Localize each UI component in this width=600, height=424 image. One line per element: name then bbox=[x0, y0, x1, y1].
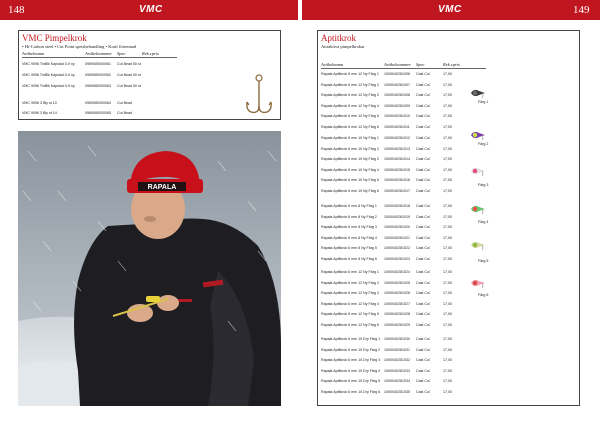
table-cell: 17,00 bbox=[443, 337, 452, 341]
table-cell: Cast Col bbox=[416, 358, 430, 362]
aptit-col-name: Artikelnamn bbox=[321, 62, 344, 67]
table-cell: 17,00 bbox=[443, 114, 452, 118]
table-cell: Rapala Aptitkrok 6 mm 10 Ny Färg 3 bbox=[321, 157, 379, 161]
aptit-header-rule bbox=[321, 68, 486, 69]
table-cell: Cast Col bbox=[416, 301, 430, 306]
table-cell: Cast Col bbox=[416, 146, 430, 151]
table-cell: Rapala Aptitkrok 6 mm 8 Ny Färg 6 bbox=[321, 256, 377, 261]
table-cell: 17,00 bbox=[443, 347, 452, 352]
table-cell: 17,00 bbox=[443, 214, 452, 219]
lure-icon bbox=[470, 239, 486, 251]
table-cell: Rapala Aptitkrok 6 mm 12 Ny Färg 4 bbox=[321, 103, 379, 108]
lure-label: Färg 6 bbox=[478, 293, 489, 297]
table-cell: Rapala Aptitkrok 6 mm 12 Ny Färg 3 bbox=[321, 291, 379, 295]
pimpel-col-spec: Spec bbox=[117, 51, 126, 56]
lure-icon bbox=[470, 203, 486, 215]
table-cell: Cast Col bbox=[416, 157, 430, 161]
table-cell: Cut Bead 50 st bbox=[117, 84, 141, 88]
table-cell: VMC 9096 3 Bly st 10 bbox=[22, 101, 57, 105]
pimpel-col-name: Artikelnamn bbox=[22, 51, 45, 56]
lure-icon bbox=[470, 165, 486, 177]
table-cell: 1000040281018 bbox=[384, 204, 410, 208]
right-page-number: 149 bbox=[573, 4, 590, 16]
lure-icon bbox=[470, 277, 486, 289]
table-cell: Rapala Aptitkrok 6 mm 10 Dry Färg 1 bbox=[321, 337, 381, 341]
table-cell: 17,00 bbox=[443, 389, 452, 394]
table-cell: 17,00 bbox=[443, 322, 452, 327]
table-cell: Rapala Aptitkrok 6 mm 12 Ny Färg 2 bbox=[321, 280, 379, 285]
lure-label: Färg 1 bbox=[478, 100, 489, 104]
table-cell: Rapala Aptitkrok 6 mm 12 Ny Färg 1 bbox=[321, 270, 379, 274]
pimpelkrok-box bbox=[18, 30, 281, 120]
table-cell: 17,00 bbox=[443, 124, 452, 129]
table-cell: 17,00 bbox=[443, 379, 452, 383]
table-cell: Rapala Aptitkrok 6 mm 8 Ny Färg 1 bbox=[321, 204, 377, 208]
table-cell: Cast Col bbox=[416, 103, 430, 108]
pimpelkrok-title: VMC Pimpelkrok bbox=[22, 33, 87, 43]
table-cell: 17,00 bbox=[443, 256, 452, 261]
cap-brand-text: RAPALA bbox=[147, 184, 177, 191]
table-cell: Cut Bead 50 st bbox=[117, 62, 141, 66]
table-cell: Rapala Aptitkrok 6 mm 10 Ny Färg 5 bbox=[321, 178, 379, 182]
table-cell: 17,00 bbox=[443, 167, 452, 172]
table-cell: 17,00 bbox=[443, 270, 452, 274]
table-cell: 17,00 bbox=[443, 93, 452, 97]
pimpel-col-number: Artikelnummer bbox=[85, 51, 112, 56]
table-cell: 1000040281008 bbox=[384, 93, 410, 97]
table-cell: 1000040281014 bbox=[384, 157, 410, 161]
table-cell: Cut Bead bbox=[117, 101, 132, 105]
table-cell: 1000040281026 bbox=[384, 291, 410, 295]
left-brand: VMC bbox=[139, 4, 163, 15]
table-cell: 1000040281033 bbox=[384, 368, 410, 373]
table-cell: 17,00 bbox=[443, 136, 452, 140]
table-cell: 1000040281035 bbox=[384, 389, 410, 394]
table-cell: 17,00 bbox=[443, 82, 452, 87]
table-cell: 0969080000063 bbox=[85, 84, 111, 88]
table-cell: 1000040281017 bbox=[384, 188, 410, 193]
table-cell: 1000040281009 bbox=[384, 103, 410, 108]
table-cell: Cast Col bbox=[416, 322, 430, 327]
table-cell: 17,00 bbox=[443, 358, 452, 362]
left-header-bar bbox=[0, 0, 298, 20]
table-cell: 1000040281027 bbox=[384, 301, 410, 306]
table-cell: 1000040281029 bbox=[384, 322, 410, 327]
table-cell: Rapala Aptitkrok 6 mm 10 Dry Färg 5 bbox=[321, 379, 381, 383]
table-cell: Rapala Aptitkrok 6 mm 10 Ny Färg 6 bbox=[321, 188, 379, 193]
table-cell: 0969080000061 bbox=[85, 62, 111, 66]
table-cell: Rapala Aptitkrok 6 mm 10 Ny Färg 2 bbox=[321, 146, 379, 151]
table-cell: Cast Col bbox=[416, 124, 430, 129]
lure-icon bbox=[470, 129, 486, 141]
right-header-bar bbox=[302, 0, 600, 20]
table-cell: Rapala Aptitkrok 6 mm 8 Ny Färg 2 bbox=[321, 214, 377, 219]
table-cell: 17,00 bbox=[443, 246, 452, 250]
table-cell: Rapala Aptitkrok 6 mm 8 Ny Färg 3 bbox=[321, 225, 377, 229]
table-cell: 1000040281032 bbox=[384, 358, 410, 362]
lure-label: Färg 2 bbox=[478, 142, 489, 146]
table-cell: 0969080000064 bbox=[85, 101, 111, 105]
table-cell: Cast Col bbox=[416, 214, 430, 219]
treble-hook-icon bbox=[243, 74, 275, 118]
table-cell: 1000040281012 bbox=[384, 136, 410, 140]
table-cell: Cast Col bbox=[416, 280, 430, 285]
table-cell: 1000040281006 bbox=[384, 72, 410, 76]
aptit-col-price: Rek.cpris bbox=[443, 62, 460, 67]
table-cell: 1000040281031 bbox=[384, 347, 410, 352]
table-cell: Cast Col bbox=[416, 235, 430, 240]
aptitkrok-subtitle: Attraktiva pimpelkrokar bbox=[321, 44, 365, 49]
table-cell: 17,00 bbox=[443, 157, 452, 161]
table-cell: Rapala Aptitkrok 6 mm 10 Dry Färg 4 bbox=[321, 368, 381, 373]
table-cell: 1000040281034 bbox=[384, 379, 410, 383]
table-cell: 17,00 bbox=[443, 204, 452, 208]
table-cell: 1000040281023 bbox=[384, 256, 410, 261]
table-cell: Cast Col bbox=[416, 337, 430, 341]
table-cell: 1000040281007 bbox=[384, 82, 410, 87]
table-cell: Cast Col bbox=[416, 114, 430, 118]
right-brand: VMC bbox=[438, 4, 462, 15]
table-cell: Cast Col bbox=[416, 379, 430, 383]
table-cell: 17,00 bbox=[443, 103, 452, 108]
table-cell: 1000040281015 bbox=[384, 167, 410, 172]
table-cell: 1000040281030 bbox=[384, 337, 410, 341]
table-cell: Rapala Aptitkrok 6 mm 10 Ny Färg 4 bbox=[321, 167, 379, 172]
table-cell: VMC 9096 TinBlk Kapslad 0-9 ny bbox=[22, 84, 75, 88]
table-cell: Cast Col bbox=[416, 72, 430, 76]
table-cell: 1000040281011 bbox=[384, 124, 410, 129]
table-cell: Rapala Aptitkrok 6 mm 12 Ny Färg 3 bbox=[321, 93, 379, 97]
table-cell: 17,00 bbox=[443, 188, 452, 193]
table-cell: Rapala Aptitkrok 6 mm 8 Ny Färg 5 bbox=[321, 246, 377, 250]
table-cell: 1000040281024 bbox=[384, 270, 410, 274]
table-cell: Rapala Aptitkrok 6 mm 12 Ny Färg 4 bbox=[321, 301, 379, 306]
table-cell: Cast Col bbox=[416, 246, 430, 250]
left-page-number: 148 bbox=[8, 4, 25, 16]
table-cell: Cut Bead 50 st bbox=[117, 73, 141, 77]
table-cell: 17,00 bbox=[443, 225, 452, 229]
table-cell: Cast Col bbox=[416, 136, 430, 140]
table-cell: Rapala Aptitkrok 6 mm 12 Ny Färg 6 bbox=[321, 322, 379, 327]
ice-fishing-photo bbox=[18, 131, 281, 406]
table-cell: Cast Col bbox=[416, 82, 430, 87]
table-cell: 1000040281016 bbox=[384, 178, 410, 182]
table-cell: VMC 9096 3 Bly st 14 bbox=[22, 111, 57, 115]
table-cell: 17,00 bbox=[443, 291, 452, 295]
aptit-col-spec: Spec bbox=[416, 62, 425, 67]
table-cell: 1000040281010 bbox=[384, 114, 410, 118]
table-cell: 1000040281022 bbox=[384, 246, 410, 250]
table-cell: 1000040281028 bbox=[384, 312, 410, 316]
table-cell: Cast Col bbox=[416, 167, 430, 172]
table-cell: Rapala Aptitkrok 6 mm 12 Ny Färg 5 bbox=[321, 312, 379, 316]
table-cell: Rapala Aptitkrok 6 mm 10 Dry Färg 2 bbox=[321, 347, 381, 352]
lure-label: Färg 4 bbox=[478, 220, 489, 224]
table-cell: 17,00 bbox=[443, 235, 452, 240]
lure-label: Färg 3 bbox=[478, 183, 489, 187]
table-cell: 17,00 bbox=[443, 72, 452, 76]
table-cell: Rapala Aptitkrok 6 mm 10 Ny Färg 1 bbox=[321, 136, 379, 140]
table-cell: 1000040281025 bbox=[384, 280, 410, 285]
pimpel-col-price: Rek.cpris bbox=[142, 51, 159, 56]
table-cell: 17,00 bbox=[443, 280, 452, 285]
table-cell: 17,00 bbox=[443, 178, 452, 182]
aptit-col-number: Artikelnummer bbox=[384, 62, 411, 67]
table-cell: Rapala Aptitkrok 6 mm 8 Ny Färg 4 bbox=[321, 235, 377, 240]
table-cell: 17,00 bbox=[443, 146, 452, 151]
table-cell: 17,00 bbox=[443, 312, 452, 316]
lure-icon bbox=[470, 87, 486, 99]
pimpelkrok-subtitle: • Hi-Carbon steel • Cut Point spetsbehandling • Kraft förtennad bbox=[22, 44, 137, 49]
table-cell: Cast Col bbox=[416, 93, 430, 97]
table-cell: 1000040281013 bbox=[384, 146, 410, 151]
table-cell: Cut Bead bbox=[117, 111, 132, 115]
table-cell: 0969080000065 bbox=[85, 111, 111, 115]
table-cell: Cast Col bbox=[416, 368, 430, 373]
table-cell: 1000040281021 bbox=[384, 235, 410, 240]
table-cell: Cast Col bbox=[416, 270, 430, 274]
table-cell: Cast Col bbox=[416, 204, 430, 208]
table-cell: Cast Col bbox=[416, 178, 430, 182]
table-cell: VMC 9096 TinBlk Kapslad 0-9 ny bbox=[22, 73, 75, 77]
table-cell: VMC 9096 TinBlk Kapslad 0-9 ny bbox=[22, 62, 75, 66]
table-cell: Cast Col bbox=[416, 312, 430, 316]
table-cell: Rapala Aptitkrok 6 mm 12 Ny Färg 5 bbox=[321, 114, 379, 118]
table-cell: 17,00 bbox=[443, 301, 452, 306]
table-cell: Cast Col bbox=[416, 256, 430, 261]
table-cell: Rapala Aptitkrok 6 mm 10 Dry Färg 3 bbox=[321, 358, 381, 362]
table-cell: Cast Col bbox=[416, 188, 430, 193]
table-cell: 0969080000062 bbox=[85, 73, 111, 77]
table-cell: Rapala Aptitkrok 6 mm 12 Ny Färg 2 bbox=[321, 82, 379, 87]
table-cell: Cast Col bbox=[416, 347, 430, 352]
table-cell: Rapala Aptitkrok 6 mm 12 Ny Färg 1 bbox=[321, 72, 379, 76]
photo-illustration bbox=[18, 131, 281, 406]
table-cell: 17,00 bbox=[443, 368, 452, 373]
pimpel-header-rule bbox=[22, 57, 177, 58]
table-cell: Rapala Aptitkrok 6 mm 10 Dry Färg 6 bbox=[321, 389, 381, 394]
table-cell: 1000040281019 bbox=[384, 214, 410, 219]
table-cell: Cast Col bbox=[416, 389, 430, 394]
table-cell: Rapala Aptitkrok 6 mm 12 Ny Färg 6 bbox=[321, 124, 379, 129]
aptitkrok-box bbox=[317, 30, 580, 406]
table-cell: Cast Col bbox=[416, 291, 430, 295]
aptitkrok-title: Aptitkrok bbox=[321, 33, 356, 43]
table-cell: 1000040281020 bbox=[384, 225, 410, 229]
lure-label: Färg 5 bbox=[478, 259, 489, 263]
table-cell: Cast Col bbox=[416, 225, 430, 229]
